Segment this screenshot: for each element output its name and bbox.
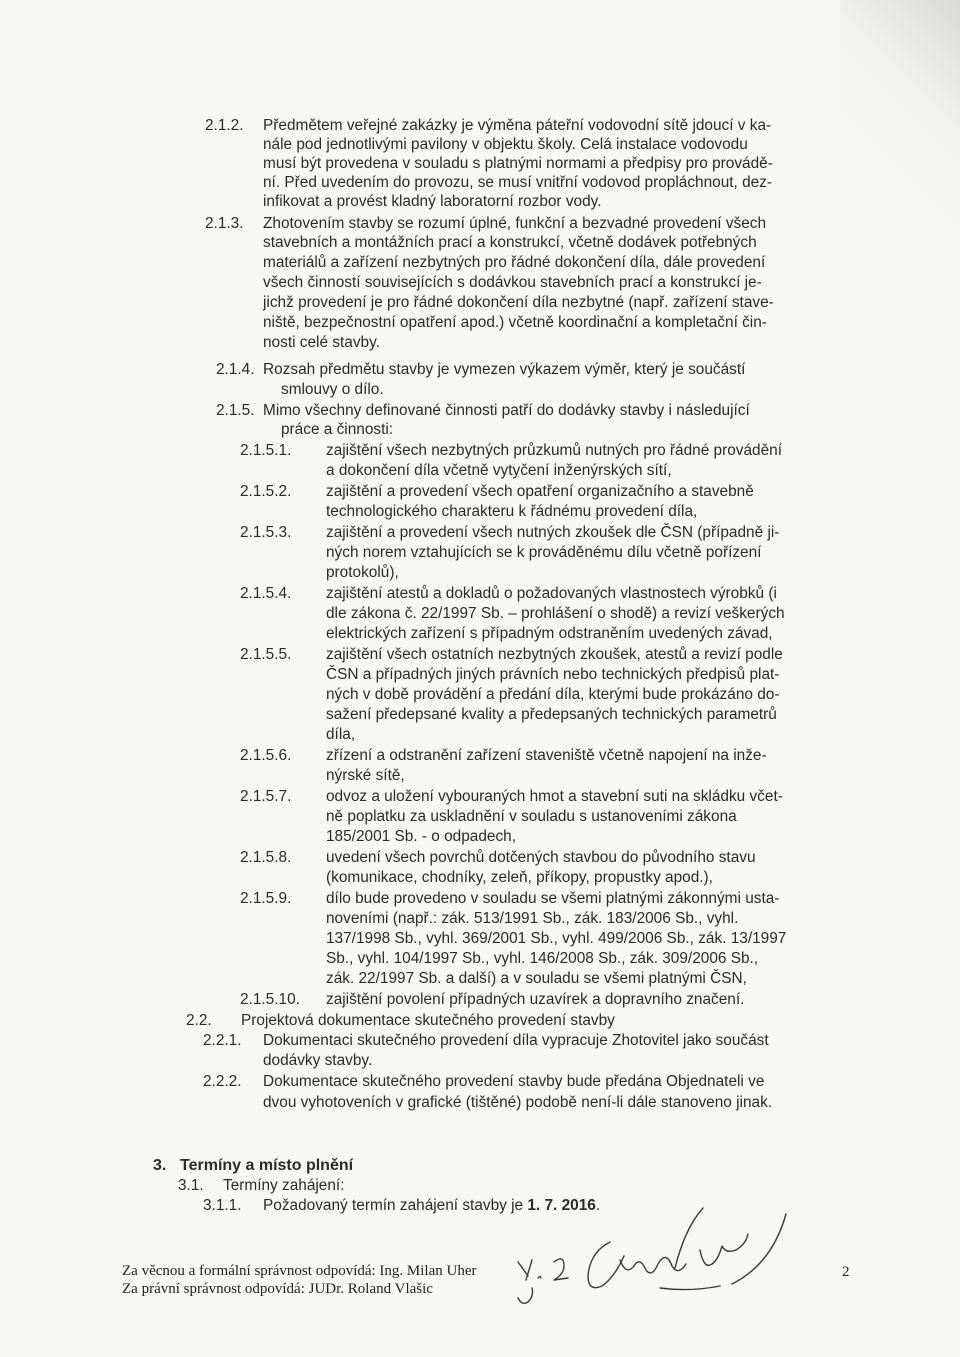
item-line: Zhotovením stavby se rozumí úplné, funkční a bezvadné provedení všech (263, 215, 767, 232)
item-number: 2.1.4. (216, 361, 255, 378)
item-number: 3.1.1. (203, 1197, 242, 1214)
item-line: 137/1998 Sb., vyhl. 369/2001 Sb., vyhl. 499/2006 Sb., zák. 13/1997 (326, 930, 787, 947)
footer-line-responsibility-legal: Za právní správnost odpovídá: JUDr. Roland Vlašic (122, 1281, 433, 1297)
item-number: 2.2.2. (203, 1073, 242, 1090)
item-line: infikovat a provést kladný laboratorní rozbor vody. (263, 193, 602, 210)
item-line: zajištění atestů a dokladů o požadovaných vlastnostech výrobků (i (326, 585, 777, 602)
item-number: 2.1.5.4. (240, 585, 292, 602)
section-heading: Projektová dokumentace skutečného provedení stavby (241, 1012, 615, 1029)
section-number: 3. (153, 1157, 167, 1174)
item-line: dvou vyhotoveních v grafické (tištěné) podobě není-li dále stanoveno jinak. (263, 1094, 773, 1111)
item-number: 2.1.5.5. (240, 646, 292, 663)
item-line: zák. 22/1997 Sb. a další) a v souladu se všemi platnými ČSN, (326, 970, 747, 987)
item-line: nále pod jednotlivými pavilony v objektu školy. Celá instalace vodovodu (263, 136, 748, 153)
item-end: . (595, 1197, 601, 1214)
item-line: Mimo všechny definované činnosti patří do dodávky stavby i následující (263, 402, 750, 419)
item-number: 2.1.5.10. (240, 991, 300, 1008)
item-number: 2.1.5.1. (240, 442, 292, 459)
item-line: smlouvy o dílo. (281, 381, 384, 398)
item-line: Dokumentaci skutečného provedení díla vypracuje Zhotovitel jako součást (263, 1032, 769, 1049)
subsection-number: 3.1. (178, 1177, 204, 1194)
item-number: 2.1.5.7. (240, 788, 292, 805)
item-line: práce a činnosti: (281, 421, 394, 438)
item-line: Rozsah předmětu stavby je vymezen výkazem výměr, který je součástí (263, 361, 746, 378)
item-text: Požadovaný termín zahájení stavby je (263, 1197, 528, 1214)
item-line: dílo bude provedeno v souladu se všemi platnými zákonnými usta- (326, 890, 780, 907)
item-line: odvoz a uložení vybouraných hmot a stavební suti na skládku včet- (326, 788, 783, 805)
item-line: Dokumentace skutečného provedení stavby bude předána Objednateli ve (263, 1073, 765, 1090)
item-line: sažení předepsané kvality a předepsaných technických parametrů (326, 706, 777, 723)
item-line: Sb., vyhl. 104/1997 Sb., vyhl. 146/2008 Sb., zák. 309/2006 Sb., (326, 950, 759, 967)
item-number: 2.1.2. (205, 117, 244, 134)
item-number: 2.1.3. (205, 215, 244, 232)
item-line: materiálů a zařízení nezbytných pro řádné dokončení díla, dále provedení (263, 254, 766, 271)
item-line: ČSN a případných jiných právních nebo technických předpisů plat- (326, 666, 780, 683)
item-line: dle zákona č. 22/1997 Sb. – prohlášení o shodě) a revizí veškerých (326, 605, 785, 622)
item-line: stavebních a montážních prací a konstrukcí, včetně dodávek potřebných (263, 234, 757, 251)
item-line: díla, (326, 726, 356, 743)
item-line: technologického charakteru k řádnému provedení díla, (326, 503, 698, 520)
item-number: 2.1.5.2. (240, 483, 292, 500)
item-number: 2.1.5.3. (240, 524, 292, 541)
item-line: noveními (např.: zák. 513/1991 Sb., zák. 183/2006 Sb., vyhl. (326, 910, 739, 927)
page-number: 2 (842, 1264, 850, 1280)
item-line: ných v době provádění a předání díla, kterými bude prokázáno do- (326, 686, 780, 703)
item-number: 2.1.5.6. (240, 747, 292, 764)
item-number: 2.1.5. (216, 402, 255, 419)
item-line: ní. Před uvedením do provozu, se musí vnitřní vodovod propláchnout, dez- (263, 174, 773, 191)
section-title: Termíny a místo plnění (180, 1157, 354, 1174)
item-line: uvedení všech povrchů dotčených stavbou do původního stavu (326, 849, 756, 866)
item-line: zajištění a provedení všech nutných zkoušek dle ČSN (případně ji- (326, 524, 780, 541)
item-line: zajištění všech nezbytných průzkumů nutných pro řádné provádění (326, 442, 782, 459)
item-line: zajištění a provedení všech opatření organizačního a stavebně (326, 483, 754, 500)
item-line: jichž provedení je pro řádné dokončení díla nezbytné (např. zařízení stave- (263, 294, 774, 311)
item-line: nosti celé stavby. (263, 334, 380, 351)
item-line: protokolů), (326, 564, 399, 581)
footer-line-responsibility-content: Za věcnou a formální správnost odpovídá: Ing. Milan Uher (122, 1263, 477, 1279)
item-line: ně poplatku za uskladnění v souladu s ustanoveními zákona (326, 808, 737, 825)
item-line: Předmětem veřejné zakázky je výměna páteřní vodovodní sítě jdoucí v ka- (263, 117, 772, 134)
item-number: 2.1.5.8. (240, 849, 292, 866)
item-line: a dokončení díla včetně vytyčení inženýrských sítí, (326, 462, 672, 479)
subsection-title: Termíny zahájení: (223, 1177, 345, 1194)
item-line: nýrské sítě, (326, 767, 405, 784)
item-number: 2.1.5.9. (240, 890, 292, 907)
item-line: zřízení a odstranění zařízení staveniště včetně napojení na inže- (326, 747, 767, 764)
item-number: 2.2.1. (203, 1032, 242, 1049)
item-line: 185/2001 Sb. - o odpadech, (326, 828, 516, 845)
item-line: všech činností souvisejících s dodávkou stavebních prací a konstrukcí je- (263, 274, 762, 291)
item-line: elektrických zařízení s případným odstraněním uvedených závad, (326, 625, 773, 642)
item-line: zajištění povolení případných uzavírek a dopravního značení. (326, 991, 745, 1008)
scan-edge-shadow (840, 0, 960, 260)
item-line: niště, bezpečnostní opatření apod.) včetně koordinační a kompletační čin- (263, 314, 767, 331)
handwritten-signature (470, 1190, 790, 1310)
item-line: (komunikace, chodníky, zeleň, příkopy, propustky apod.), (326, 869, 713, 886)
start-date: 1. 7. 2016 (527, 1197, 596, 1214)
item-line: musí být provedena v souladu s platnými normami a předpisy pro provádě- (263, 155, 773, 172)
item-number: 2.2. (186, 1012, 212, 1029)
item-line: dodávky stavby. (263, 1052, 373, 1069)
item-line: zajištění všech ostatních nezbytných zkoušek, atestů a revizí podle (326, 646, 783, 663)
item-line: ných norem vztahujících se k prováděnému dílu včetně pořízení (326, 544, 762, 561)
